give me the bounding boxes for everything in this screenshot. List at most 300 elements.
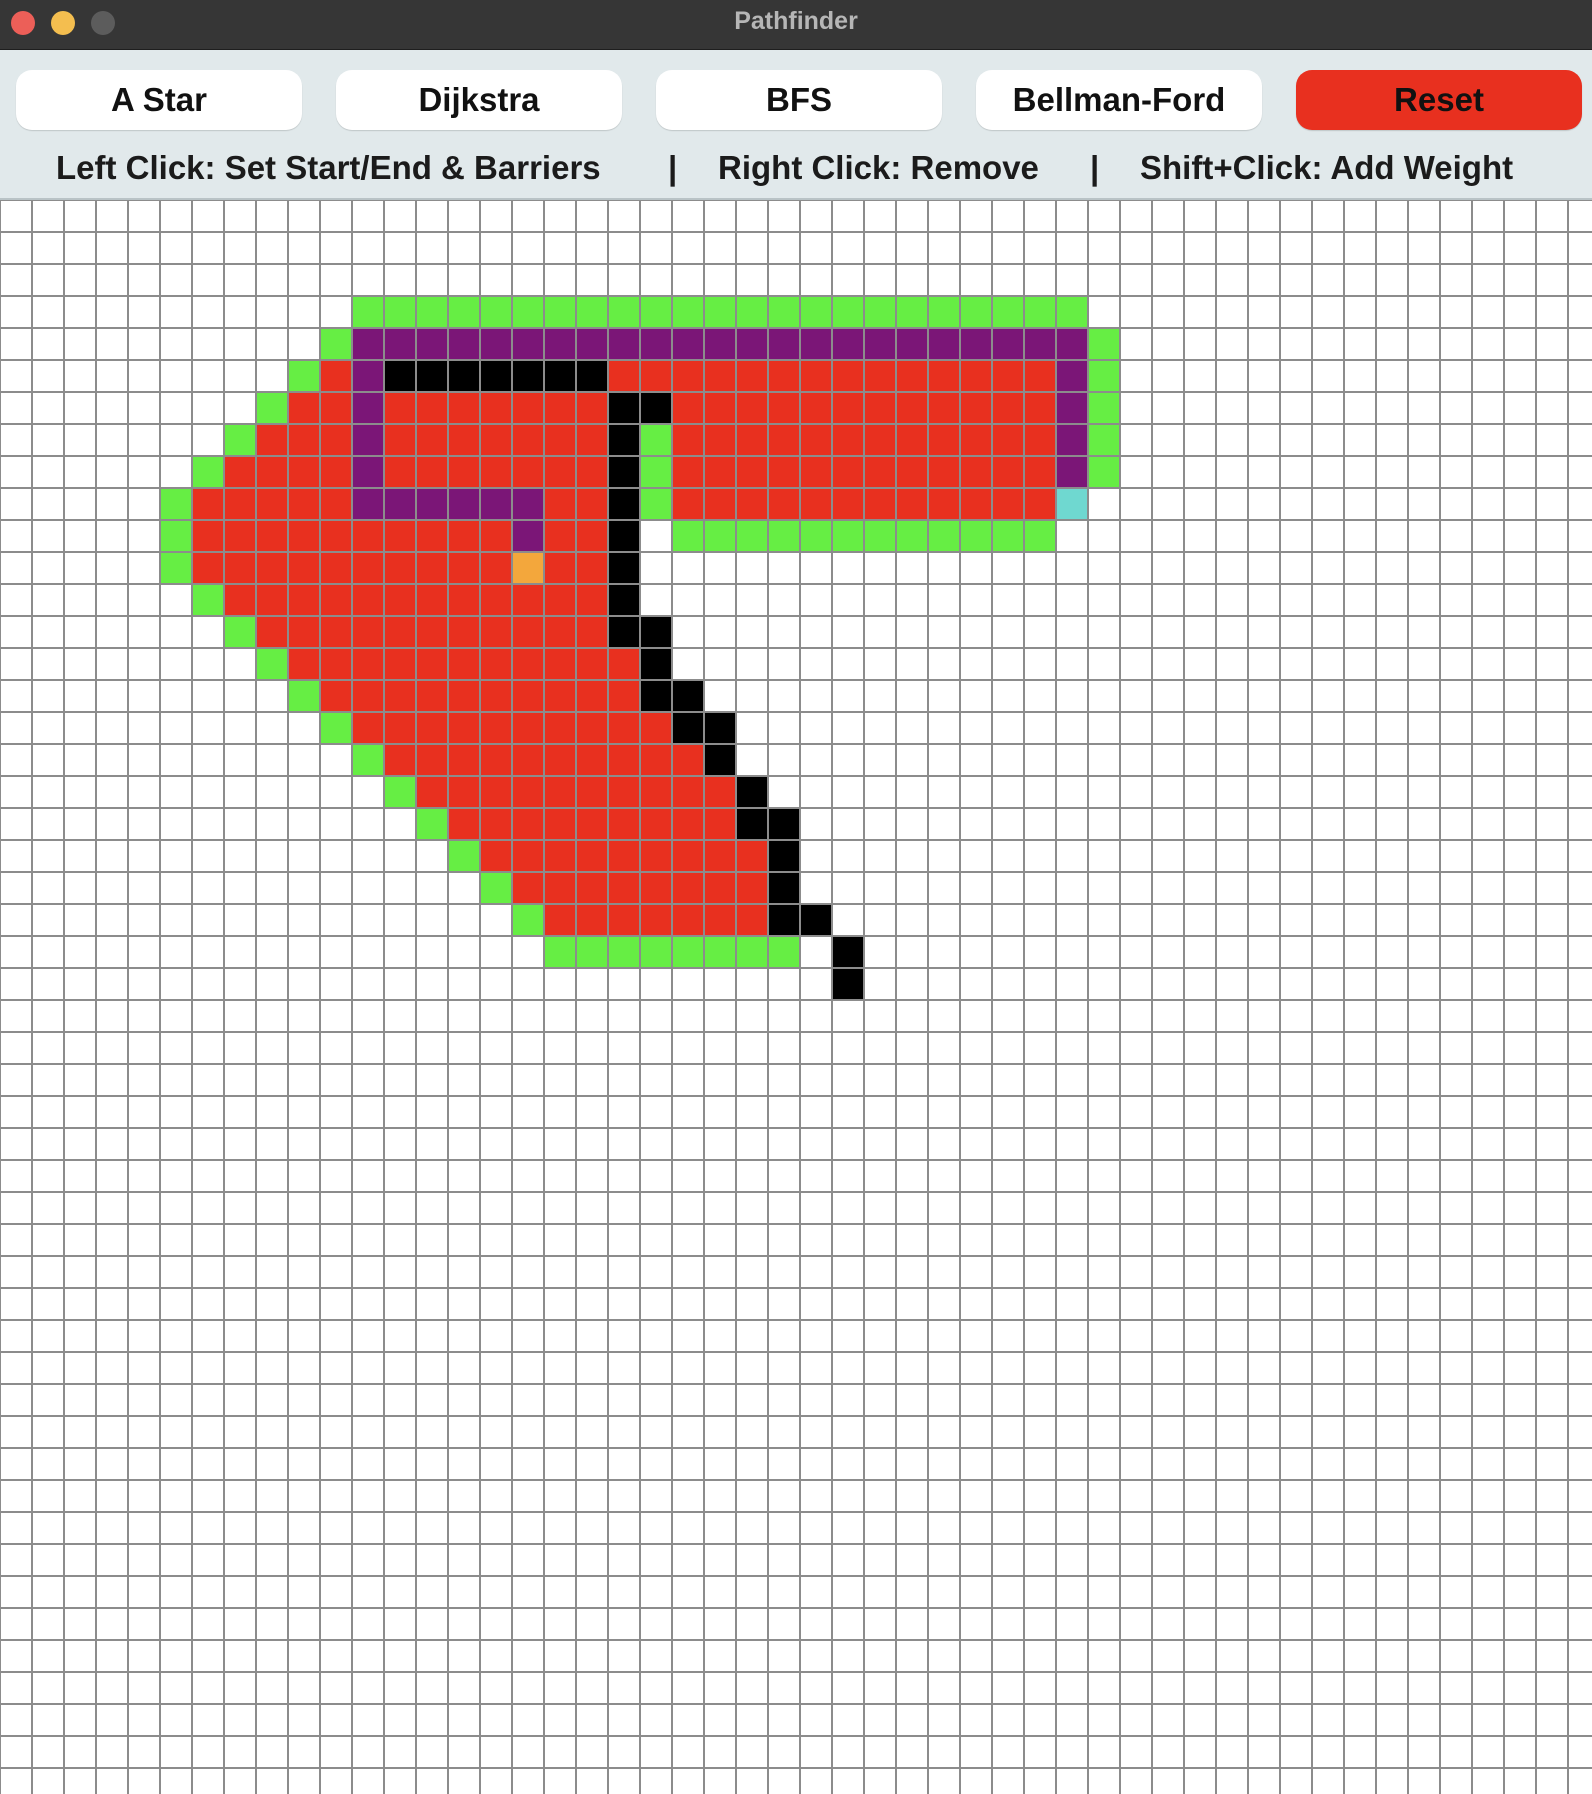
closed-cell[interactable] bbox=[608, 904, 640, 936]
barrier-cell[interactable] bbox=[608, 392, 640, 424]
barrier-cell[interactable] bbox=[608, 456, 640, 488]
path-cell[interactable] bbox=[800, 328, 832, 360]
barrier-cell[interactable] bbox=[448, 360, 480, 392]
closed-cell[interactable] bbox=[608, 776, 640, 808]
reset-button[interactable]: Reset bbox=[1296, 70, 1582, 130]
open-cell[interactable] bbox=[640, 488, 672, 520]
closed-cell[interactable] bbox=[352, 584, 384, 616]
open-cell[interactable] bbox=[960, 296, 992, 328]
barrier-cell[interactable] bbox=[608, 616, 640, 648]
barrier-cell[interactable] bbox=[512, 360, 544, 392]
closed-cell[interactable] bbox=[288, 456, 320, 488]
closed-cell[interactable] bbox=[288, 392, 320, 424]
barrier-cell[interactable] bbox=[384, 360, 416, 392]
closed-cell[interactable] bbox=[448, 520, 480, 552]
closed-cell[interactable] bbox=[608, 680, 640, 712]
closed-cell[interactable] bbox=[448, 680, 480, 712]
closed-cell[interactable] bbox=[480, 712, 512, 744]
closed-cell[interactable] bbox=[352, 680, 384, 712]
open-cell[interactable] bbox=[736, 296, 768, 328]
closed-cell[interactable] bbox=[416, 616, 448, 648]
open-cell[interactable] bbox=[736, 520, 768, 552]
bellman-ford-button[interactable]: Bellman-Ford bbox=[976, 70, 1262, 130]
closed-cell[interactable] bbox=[512, 840, 544, 872]
closed-cell[interactable] bbox=[480, 616, 512, 648]
barrier-cell[interactable] bbox=[608, 584, 640, 616]
closed-cell[interactable] bbox=[512, 424, 544, 456]
closed-cell[interactable] bbox=[416, 392, 448, 424]
open-cell[interactable] bbox=[704, 520, 736, 552]
closed-cell[interactable] bbox=[480, 552, 512, 584]
closed-cell[interactable] bbox=[864, 392, 896, 424]
closed-cell[interactable] bbox=[736, 872, 768, 904]
open-cell[interactable] bbox=[704, 936, 736, 968]
path-cell[interactable] bbox=[352, 456, 384, 488]
closed-cell[interactable] bbox=[384, 456, 416, 488]
closed-cell[interactable] bbox=[544, 456, 576, 488]
barrier-cell[interactable] bbox=[672, 680, 704, 712]
path-cell[interactable] bbox=[736, 328, 768, 360]
path-cell[interactable] bbox=[416, 328, 448, 360]
open-cell[interactable] bbox=[1088, 360, 1120, 392]
closed-cell[interactable] bbox=[960, 424, 992, 456]
closed-cell[interactable] bbox=[384, 392, 416, 424]
open-cell[interactable] bbox=[640, 456, 672, 488]
closed-cell[interactable] bbox=[544, 424, 576, 456]
closed-cell[interactable] bbox=[704, 904, 736, 936]
closed-cell[interactable] bbox=[640, 360, 672, 392]
closed-cell[interactable] bbox=[288, 584, 320, 616]
closed-cell[interactable] bbox=[576, 712, 608, 744]
closed-cell[interactable] bbox=[192, 520, 224, 552]
closed-cell[interactable] bbox=[896, 360, 928, 392]
open-cell[interactable] bbox=[288, 360, 320, 392]
closed-cell[interactable] bbox=[672, 360, 704, 392]
closed-cell[interactable] bbox=[512, 744, 544, 776]
path-cell[interactable] bbox=[448, 488, 480, 520]
path-cell[interactable] bbox=[352, 360, 384, 392]
closed-cell[interactable] bbox=[448, 456, 480, 488]
closed-cell[interactable] bbox=[512, 808, 544, 840]
closed-cell[interactable] bbox=[448, 424, 480, 456]
closed-cell[interactable] bbox=[416, 776, 448, 808]
closed-cell[interactable] bbox=[960, 392, 992, 424]
open-cell[interactable] bbox=[864, 296, 896, 328]
open-cell[interactable] bbox=[512, 904, 544, 936]
closed-cell[interactable] bbox=[704, 456, 736, 488]
closed-cell[interactable] bbox=[1024, 488, 1056, 520]
closed-cell[interactable] bbox=[704, 840, 736, 872]
closed-cell[interactable] bbox=[512, 616, 544, 648]
closed-cell[interactable] bbox=[864, 424, 896, 456]
closed-cell[interactable] bbox=[544, 648, 576, 680]
closed-cell[interactable] bbox=[448, 712, 480, 744]
closed-cell[interactable] bbox=[800, 392, 832, 424]
barrier-cell[interactable] bbox=[416, 360, 448, 392]
path-cell[interactable] bbox=[352, 328, 384, 360]
closed-cell[interactable] bbox=[352, 648, 384, 680]
open-cell[interactable] bbox=[576, 296, 608, 328]
closed-cell[interactable] bbox=[480, 648, 512, 680]
closed-cell[interactable] bbox=[416, 520, 448, 552]
path-cell[interactable] bbox=[512, 328, 544, 360]
closed-cell[interactable] bbox=[288, 552, 320, 584]
path-cell[interactable] bbox=[544, 328, 576, 360]
closed-cell[interactable] bbox=[480, 520, 512, 552]
closed-cell[interactable] bbox=[576, 424, 608, 456]
open-cell[interactable] bbox=[768, 520, 800, 552]
closed-cell[interactable] bbox=[864, 360, 896, 392]
closed-cell[interactable] bbox=[256, 552, 288, 584]
barrier-cell[interactable] bbox=[640, 680, 672, 712]
closed-cell[interactable] bbox=[1024, 456, 1056, 488]
closed-cell[interactable] bbox=[704, 808, 736, 840]
open-cell[interactable] bbox=[832, 296, 864, 328]
path-cell[interactable] bbox=[832, 328, 864, 360]
closed-cell[interactable] bbox=[512, 680, 544, 712]
closed-cell[interactable] bbox=[832, 360, 864, 392]
closed-cell[interactable] bbox=[896, 456, 928, 488]
closed-cell[interactable] bbox=[384, 648, 416, 680]
barrier-cell[interactable] bbox=[544, 360, 576, 392]
closed-cell[interactable] bbox=[768, 488, 800, 520]
open-cell[interactable] bbox=[480, 296, 512, 328]
open-cell[interactable] bbox=[224, 424, 256, 456]
start-cell[interactable] bbox=[512, 552, 544, 584]
closed-cell[interactable] bbox=[352, 552, 384, 584]
closed-cell[interactable] bbox=[576, 616, 608, 648]
closed-cell[interactable] bbox=[672, 456, 704, 488]
path-cell[interactable] bbox=[384, 488, 416, 520]
open-cell[interactable] bbox=[160, 488, 192, 520]
closed-cell[interactable] bbox=[544, 520, 576, 552]
closed-cell[interactable] bbox=[448, 808, 480, 840]
open-cell[interactable] bbox=[544, 936, 576, 968]
closed-cell[interactable] bbox=[544, 616, 576, 648]
closed-cell[interactable] bbox=[704, 424, 736, 456]
closed-cell[interactable] bbox=[384, 744, 416, 776]
closed-cell[interactable] bbox=[512, 712, 544, 744]
closed-cell[interactable] bbox=[224, 584, 256, 616]
path-cell[interactable] bbox=[992, 328, 1024, 360]
open-cell[interactable] bbox=[448, 840, 480, 872]
path-cell[interactable] bbox=[704, 328, 736, 360]
closed-cell[interactable] bbox=[672, 744, 704, 776]
closed-cell[interactable] bbox=[448, 584, 480, 616]
closed-cell[interactable] bbox=[832, 424, 864, 456]
open-cell[interactable] bbox=[288, 680, 320, 712]
closed-cell[interactable] bbox=[384, 424, 416, 456]
path-cell[interactable] bbox=[352, 424, 384, 456]
path-cell[interactable] bbox=[608, 328, 640, 360]
closed-cell[interactable] bbox=[992, 424, 1024, 456]
open-cell[interactable] bbox=[160, 552, 192, 584]
open-cell[interactable] bbox=[640, 936, 672, 968]
closed-cell[interactable] bbox=[992, 392, 1024, 424]
closed-cell[interactable] bbox=[832, 456, 864, 488]
open-cell[interactable] bbox=[640, 424, 672, 456]
closed-cell[interactable] bbox=[288, 424, 320, 456]
closed-cell[interactable] bbox=[448, 648, 480, 680]
closed-cell[interactable] bbox=[416, 552, 448, 584]
closed-cell[interactable] bbox=[576, 456, 608, 488]
closed-cell[interactable] bbox=[320, 424, 352, 456]
pathfinding-grid[interactable] bbox=[0, 200, 1592, 1794]
open-cell[interactable] bbox=[448, 296, 480, 328]
barrier-cell[interactable] bbox=[608, 488, 640, 520]
closed-cell[interactable] bbox=[448, 776, 480, 808]
open-cell[interactable] bbox=[352, 744, 384, 776]
closed-cell[interactable] bbox=[960, 456, 992, 488]
closed-cell[interactable] bbox=[928, 424, 960, 456]
closed-cell[interactable] bbox=[960, 488, 992, 520]
closed-cell[interactable] bbox=[416, 648, 448, 680]
closed-cell[interactable] bbox=[736, 360, 768, 392]
closed-cell[interactable] bbox=[384, 712, 416, 744]
open-cell[interactable] bbox=[416, 296, 448, 328]
open-cell[interactable] bbox=[224, 616, 256, 648]
barrier-cell[interactable] bbox=[576, 360, 608, 392]
open-cell[interactable] bbox=[256, 648, 288, 680]
closed-cell[interactable] bbox=[576, 904, 608, 936]
closed-cell[interactable] bbox=[992, 488, 1024, 520]
barrier-cell[interactable] bbox=[800, 904, 832, 936]
closed-cell[interactable] bbox=[992, 456, 1024, 488]
closed-cell[interactable] bbox=[480, 808, 512, 840]
open-cell[interactable] bbox=[1088, 328, 1120, 360]
closed-cell[interactable] bbox=[672, 904, 704, 936]
closed-cell[interactable] bbox=[640, 872, 672, 904]
closed-cell[interactable] bbox=[608, 808, 640, 840]
closed-cell[interactable] bbox=[224, 552, 256, 584]
closed-cell[interactable] bbox=[320, 488, 352, 520]
path-cell[interactable] bbox=[448, 328, 480, 360]
open-cell[interactable] bbox=[1088, 392, 1120, 424]
a-star-button[interactable]: A Star bbox=[16, 70, 302, 130]
open-cell[interactable] bbox=[384, 296, 416, 328]
path-cell[interactable] bbox=[896, 328, 928, 360]
closed-cell[interactable] bbox=[672, 488, 704, 520]
closed-cell[interactable] bbox=[992, 360, 1024, 392]
closed-cell[interactable] bbox=[544, 584, 576, 616]
closed-cell[interactable] bbox=[544, 776, 576, 808]
closed-cell[interactable] bbox=[576, 872, 608, 904]
end-cell[interactable] bbox=[1056, 488, 1088, 520]
path-cell[interactable] bbox=[1056, 392, 1088, 424]
closed-cell[interactable] bbox=[704, 488, 736, 520]
closed-cell[interactable] bbox=[512, 584, 544, 616]
open-cell[interactable] bbox=[864, 520, 896, 552]
barrier-cell[interactable] bbox=[768, 808, 800, 840]
closed-cell[interactable] bbox=[576, 520, 608, 552]
closed-cell[interactable] bbox=[512, 648, 544, 680]
closed-cell[interactable] bbox=[320, 456, 352, 488]
closed-cell[interactable] bbox=[544, 552, 576, 584]
closed-cell[interactable] bbox=[416, 456, 448, 488]
closed-cell[interactable] bbox=[480, 392, 512, 424]
closed-cell[interactable] bbox=[608, 744, 640, 776]
closed-cell[interactable] bbox=[512, 872, 544, 904]
open-cell[interactable] bbox=[1088, 456, 1120, 488]
closed-cell[interactable] bbox=[416, 584, 448, 616]
closed-cell[interactable] bbox=[544, 712, 576, 744]
open-cell[interactable] bbox=[608, 936, 640, 968]
barrier-cell[interactable] bbox=[832, 936, 864, 968]
closed-cell[interactable] bbox=[768, 424, 800, 456]
closed-cell[interactable] bbox=[384, 520, 416, 552]
closed-cell[interactable] bbox=[640, 744, 672, 776]
path-cell[interactable] bbox=[384, 328, 416, 360]
closed-cell[interactable] bbox=[928, 488, 960, 520]
closed-cell[interactable] bbox=[800, 360, 832, 392]
closed-cell[interactable] bbox=[672, 872, 704, 904]
closed-cell[interactable] bbox=[864, 456, 896, 488]
closed-cell[interactable] bbox=[480, 744, 512, 776]
barrier-cell[interactable] bbox=[608, 552, 640, 584]
closed-cell[interactable] bbox=[608, 872, 640, 904]
closed-cell[interactable] bbox=[1024, 360, 1056, 392]
closed-cell[interactable] bbox=[352, 712, 384, 744]
closed-cell[interactable] bbox=[608, 840, 640, 872]
closed-cell[interactable] bbox=[736, 392, 768, 424]
open-cell[interactable] bbox=[384, 776, 416, 808]
closed-cell[interactable] bbox=[1024, 424, 1056, 456]
closed-cell[interactable] bbox=[640, 712, 672, 744]
closed-cell[interactable] bbox=[672, 840, 704, 872]
closed-cell[interactable] bbox=[576, 776, 608, 808]
closed-cell[interactable] bbox=[352, 616, 384, 648]
closed-cell[interactable] bbox=[320, 680, 352, 712]
open-cell[interactable] bbox=[1024, 296, 1056, 328]
barrier-cell[interactable] bbox=[768, 840, 800, 872]
closed-cell[interactable] bbox=[928, 392, 960, 424]
barrier-cell[interactable] bbox=[640, 648, 672, 680]
closed-cell[interactable] bbox=[576, 584, 608, 616]
open-cell[interactable] bbox=[992, 520, 1024, 552]
closed-cell[interactable] bbox=[768, 360, 800, 392]
closed-cell[interactable] bbox=[736, 904, 768, 936]
closed-cell[interactable] bbox=[192, 552, 224, 584]
path-cell[interactable] bbox=[1056, 360, 1088, 392]
closed-cell[interactable] bbox=[192, 488, 224, 520]
closed-cell[interactable] bbox=[736, 424, 768, 456]
closed-cell[interactable] bbox=[256, 520, 288, 552]
closed-cell[interactable] bbox=[576, 744, 608, 776]
open-cell[interactable] bbox=[256, 392, 288, 424]
closed-cell[interactable] bbox=[224, 488, 256, 520]
closed-cell[interactable] bbox=[384, 552, 416, 584]
open-cell[interactable] bbox=[480, 872, 512, 904]
path-cell[interactable] bbox=[960, 328, 992, 360]
open-cell[interactable] bbox=[800, 296, 832, 328]
barrier-cell[interactable] bbox=[768, 872, 800, 904]
closed-cell[interactable] bbox=[896, 392, 928, 424]
closed-cell[interactable] bbox=[896, 424, 928, 456]
closed-cell[interactable] bbox=[800, 488, 832, 520]
closed-cell[interactable] bbox=[416, 424, 448, 456]
closed-cell[interactable] bbox=[672, 392, 704, 424]
closed-cell[interactable] bbox=[640, 840, 672, 872]
open-cell[interactable] bbox=[896, 520, 928, 552]
closed-cell[interactable] bbox=[320, 392, 352, 424]
closed-cell[interactable] bbox=[480, 584, 512, 616]
open-cell[interactable] bbox=[928, 296, 960, 328]
closed-cell[interactable] bbox=[416, 680, 448, 712]
closed-cell[interactable] bbox=[768, 392, 800, 424]
closed-cell[interactable] bbox=[480, 840, 512, 872]
open-cell[interactable] bbox=[736, 936, 768, 968]
open-cell[interactable] bbox=[576, 936, 608, 968]
closed-cell[interactable] bbox=[608, 712, 640, 744]
closed-cell[interactable] bbox=[448, 552, 480, 584]
open-cell[interactable] bbox=[768, 936, 800, 968]
open-cell[interactable] bbox=[192, 456, 224, 488]
open-cell[interactable] bbox=[928, 520, 960, 552]
barrier-cell[interactable] bbox=[736, 776, 768, 808]
open-cell[interactable] bbox=[640, 296, 672, 328]
closed-cell[interactable] bbox=[736, 840, 768, 872]
closed-cell[interactable] bbox=[256, 488, 288, 520]
path-cell[interactable] bbox=[480, 328, 512, 360]
closed-cell[interactable] bbox=[320, 360, 352, 392]
closed-cell[interactable] bbox=[320, 552, 352, 584]
closed-cell[interactable] bbox=[640, 904, 672, 936]
barrier-cell[interactable] bbox=[640, 392, 672, 424]
open-cell[interactable] bbox=[768, 296, 800, 328]
closed-cell[interactable] bbox=[704, 776, 736, 808]
path-cell[interactable] bbox=[864, 328, 896, 360]
bfs-button[interactable]: BFS bbox=[656, 70, 942, 130]
closed-cell[interactable] bbox=[352, 520, 384, 552]
closed-cell[interactable] bbox=[480, 680, 512, 712]
open-cell[interactable] bbox=[832, 520, 864, 552]
closed-cell[interactable] bbox=[608, 648, 640, 680]
closed-cell[interactable] bbox=[416, 712, 448, 744]
barrier-cell[interactable] bbox=[672, 712, 704, 744]
path-cell[interactable] bbox=[352, 488, 384, 520]
closed-cell[interactable] bbox=[672, 776, 704, 808]
barrier-cell[interactable] bbox=[608, 520, 640, 552]
closed-cell[interactable] bbox=[256, 616, 288, 648]
closed-cell[interactable] bbox=[512, 456, 544, 488]
closed-cell[interactable] bbox=[544, 872, 576, 904]
closed-cell[interactable] bbox=[256, 584, 288, 616]
closed-cell[interactable] bbox=[768, 456, 800, 488]
closed-cell[interactable] bbox=[480, 456, 512, 488]
open-cell[interactable] bbox=[320, 328, 352, 360]
open-cell[interactable] bbox=[960, 520, 992, 552]
closed-cell[interactable] bbox=[928, 360, 960, 392]
barrier-cell[interactable] bbox=[736, 808, 768, 840]
closed-cell[interactable] bbox=[832, 392, 864, 424]
closed-cell[interactable] bbox=[576, 840, 608, 872]
barrier-cell[interactable] bbox=[768, 904, 800, 936]
closed-cell[interactable] bbox=[832, 488, 864, 520]
closed-cell[interactable] bbox=[320, 584, 352, 616]
closed-cell[interactable] bbox=[544, 808, 576, 840]
path-cell[interactable] bbox=[1056, 328, 1088, 360]
closed-cell[interactable] bbox=[288, 520, 320, 552]
closed-cell[interactable] bbox=[608, 360, 640, 392]
closed-cell[interactable] bbox=[384, 616, 416, 648]
closed-cell[interactable] bbox=[960, 360, 992, 392]
barrier-cell[interactable] bbox=[832, 968, 864, 1000]
closed-cell[interactable] bbox=[544, 680, 576, 712]
closed-cell[interactable] bbox=[672, 424, 704, 456]
closed-cell[interactable] bbox=[416, 744, 448, 776]
closed-cell[interactable] bbox=[288, 616, 320, 648]
closed-cell[interactable] bbox=[224, 456, 256, 488]
